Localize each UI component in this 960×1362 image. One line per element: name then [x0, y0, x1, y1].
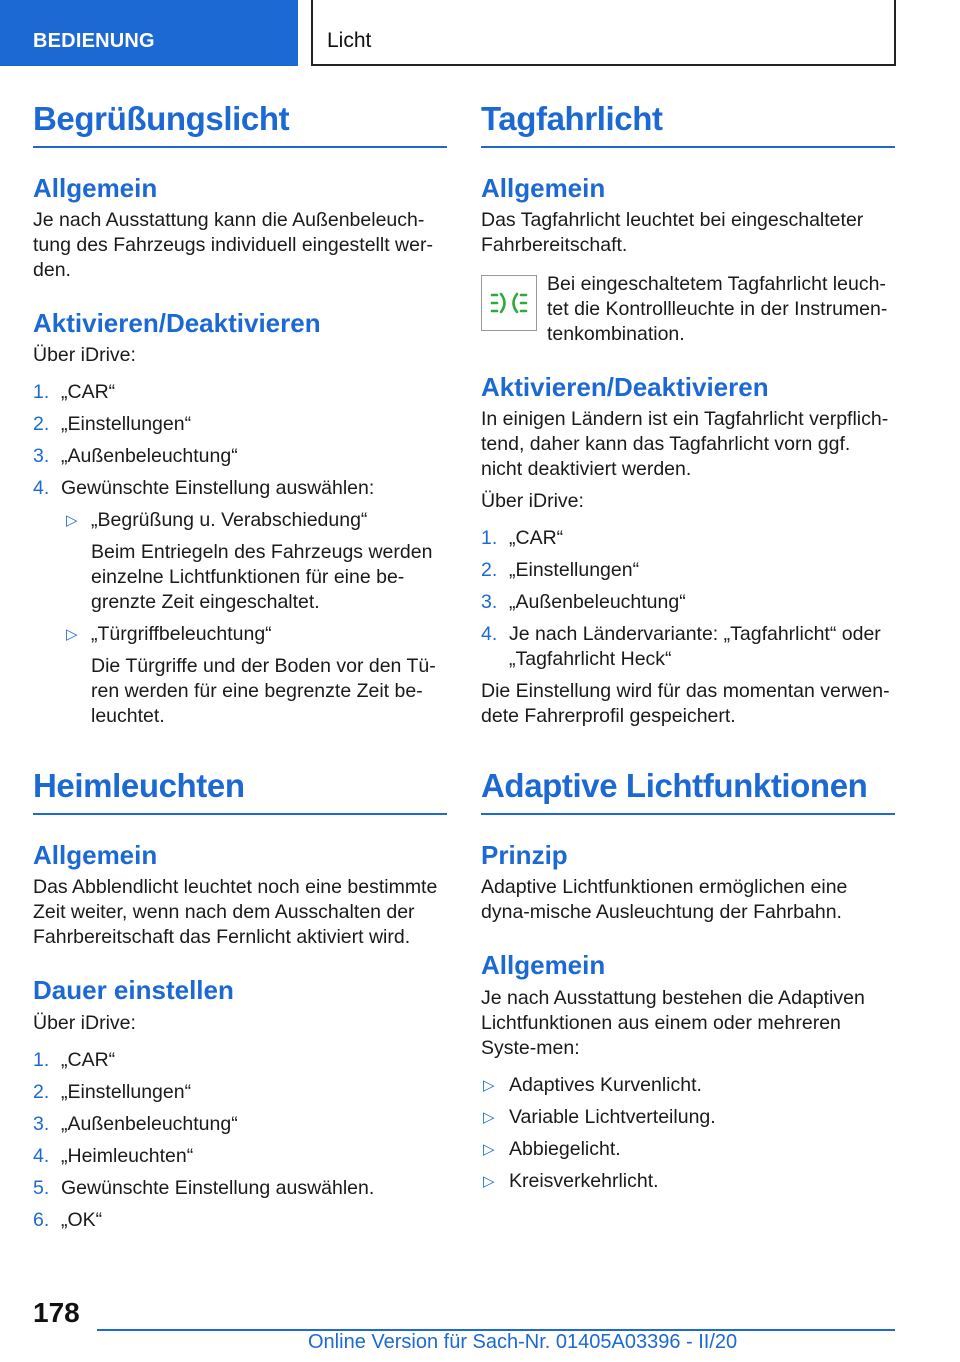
triangle-bullet-icon: ▷ — [483, 1140, 495, 1158]
indicator-text: Bei eingeschaltetem Tagfahrlicht leuch-tet die Kontrollleuchte in der Instrumen-tenkombination. — [547, 273, 888, 346]
list-item — [481, 622, 895, 672]
step-number: 2. — [33, 1080, 50, 1103]
page-header — [0, 0, 960, 66]
list-item — [61, 622, 447, 729]
list-item — [481, 1137, 895, 1162]
step-text: Gewünschte Einstellung auswählen. — [61, 1176, 375, 1199]
heading-adaptive-lichtfunktionen: Adaptive Lichtfunktionen — [481, 767, 895, 815]
triangle-bullet-icon: ▷ — [66, 512, 78, 530]
triangle-bullet-icon: ▷ — [483, 1076, 495, 1094]
step-text: „Außenbeleuchtung“ — [61, 445, 238, 468]
step-number: 4. — [33, 477, 50, 500]
online-version-note: Online Version für Sach-Nr. 01405A03396 - II/20 — [308, 1331, 738, 1353]
heading-heimleuchten: Heimleuchten — [33, 767, 447, 815]
paragraph: Das Tagfahrlicht leuchtet bei eingeschalteter Fahrbereitschaft. — [481, 209, 864, 257]
chapter-box — [311, 0, 896, 66]
heading-begruessungslicht: Begrüßungslicht — [33, 100, 447, 148]
bullet-text: Abbiegelicht. — [509, 1137, 621, 1160]
bullet-text: Variable Lichtverteilung. — [509, 1105, 716, 1128]
step-number: 3. — [33, 1112, 50, 1135]
list-item — [61, 508, 447, 615]
step-text: Je nach Ländervariante: „Tagfahrlicht“ oder „Tagfahrlicht Heck“ — [509, 623, 881, 671]
step-text: „Einstellungen“ — [61, 413, 192, 436]
list-item — [33, 1112, 447, 1137]
page-number: 178 — [33, 1297, 80, 1328]
step-number: 2. — [481, 559, 498, 582]
paragraph: Die Einstellung wird für das momentan verwen-dete Fahrerprofil gespeichert. — [481, 680, 890, 728]
list-item — [481, 1073, 895, 1098]
subheading-aktivieren: Aktivieren/Deaktivieren — [481, 372, 769, 403]
list-item — [33, 380, 447, 405]
triangle-bullet-icon: ▷ — [483, 1108, 495, 1126]
list-item — [33, 1080, 447, 1105]
step-text: „OK“ — [61, 1208, 103, 1231]
subheading-aktivieren: Aktivieren/Deaktivieren — [33, 308, 321, 339]
step-number: 4. — [33, 1144, 50, 1167]
subheading-allgemein: Allgemein — [33, 172, 158, 203]
sub-list — [61, 508, 447, 729]
paragraph: In einigen Ländern ist ein Tagfahrlicht verpflich-tend, daher kann das Tagfahrlicht vorn ggf. nicht deaktiviert werden. — [481, 408, 889, 481]
list-item — [33, 1144, 447, 1169]
paragraph: Über iDrive: — [33, 1011, 136, 1034]
list-item — [33, 1048, 447, 1073]
list-item — [481, 590, 895, 615]
step-number: 1. — [33, 1048, 50, 1071]
section-tab — [0, 0, 298, 66]
steps-list — [481, 526, 895, 672]
subheading-allgemein: Allgemein — [33, 840, 158, 871]
step-text: „Außenbeleuchtung“ — [509, 591, 686, 614]
step-text: „Einstellungen“ — [61, 1080, 192, 1103]
chapter-label: Licht — [327, 29, 372, 52]
bullet-text: Kreisverkehrlicht. — [509, 1169, 659, 1192]
list-item — [481, 1169, 895, 1194]
bullet-list — [481, 1073, 895, 1194]
list-item — [33, 1208, 447, 1233]
step-text: „Heimleuchten“ — [61, 1144, 194, 1167]
step-text: „CAR“ — [509, 527, 564, 550]
step-number: 1. — [481, 527, 498, 550]
paragraph: Das Abblendlicht leuchtet noch eine bestimmte Zeit weiter, wenn nach dem Ausschalten der Fahrbereitschaft das Fernlicht aktiviert wird. — [33, 876, 438, 949]
triangle-bullet-icon: ▷ — [483, 1172, 495, 1190]
right-column — [481, 100, 895, 1201]
step-number: 3. — [33, 445, 50, 468]
paragraph: Adaptive Lichtfunktionen ermöglichen eine dyna-mische Ausleuchtung der Fahrbahn. — [481, 876, 848, 924]
step-number: 4. — [481, 623, 498, 646]
list-item — [481, 1105, 895, 1130]
step-text: „CAR“ — [61, 381, 116, 404]
subheading-allgemein: Allgemein — [481, 950, 606, 981]
subheading-prinzip: Prinzip — [481, 840, 568, 871]
steps-list — [33, 380, 447, 729]
list-item — [481, 558, 895, 583]
subheading-allgemein: Allgemein — [481, 172, 606, 203]
list-item — [33, 476, 447, 729]
paragraph: Über iDrive: — [481, 490, 584, 513]
paragraph: Je nach Ausstattung bestehen die Adaptiven Lichtfunktionen aus einem oder mehreren Syste-men: — [481, 986, 865, 1059]
left-column — [33, 100, 447, 1240]
indicator-note — [481, 272, 895, 347]
step-text: Gewünschte Einstellung auswählen: — [61, 477, 375, 500]
heading-tagfahrlicht: Tagfahrlicht — [481, 100, 895, 148]
step-text: „Außenbeleuchtung“ — [61, 1112, 238, 1135]
option-description: Die Türgriffe und der Boden vor den Tü-ren werden für eine begrenzte Zeit be-leuchtet. — [91, 655, 436, 728]
step-number: 3. — [481, 591, 498, 614]
bullet-text: Adaptives Kurvenlicht. — [509, 1073, 702, 1096]
option-description: Beim Entriegeln des Fahrzeugs werden einzelne Lichtfunktionen für eine be-grenzte Zeit eingeschaltet. — [91, 541, 433, 614]
step-number: 2. — [33, 413, 50, 436]
triangle-bullet-icon: ▷ — [66, 626, 78, 644]
list-item — [33, 412, 447, 437]
subheading-dauer: Dauer einstellen — [33, 975, 234, 1006]
steps-list — [33, 1048, 447, 1233]
daytime-running-light-icon — [481, 275, 537, 331]
step-text: „Einstellungen“ — [509, 559, 640, 582]
section-label: BEDIENUNG — [33, 30, 155, 52]
list-item — [481, 526, 895, 551]
paragraph: Je nach Ausstattung kann die Außenbeleuch-tung des Fahrzeugs individuell eingestellt wer-den. — [33, 209, 433, 282]
step-number: 6. — [33, 1208, 50, 1231]
option-label: „Türgriffbeleuchtung“ — [91, 623, 272, 646]
step-text: „CAR“ — [61, 1048, 116, 1071]
option-label: „Begrüßung u. Verabschiedung“ — [91, 509, 368, 532]
step-number: 5. — [33, 1176, 50, 1199]
list-item — [33, 1176, 447, 1201]
step-number: 1. — [33, 381, 50, 404]
list-item — [33, 444, 447, 469]
paragraph: Über iDrive: — [33, 344, 136, 367]
